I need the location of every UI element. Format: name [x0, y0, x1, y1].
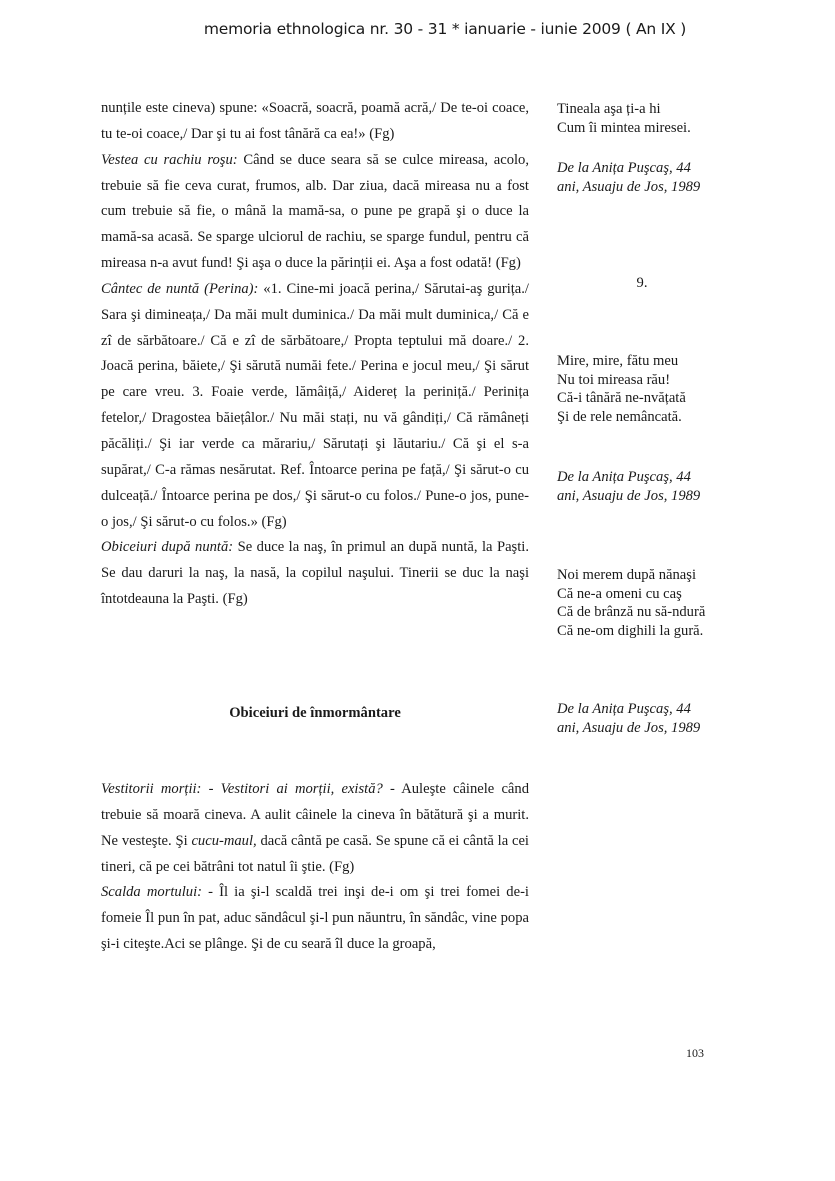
paragraph-body: dacă cântă pe casă. Se spune că ei cântă la cei tineri, că pe cei bătrâni tot natul îi ştie. (Fg) — [101, 832, 529, 875]
source-3 — [557, 700, 757, 737]
paragraph-body: Când se duce seara să se culce mireasa, acolo, trebuie să fie ceva curat, frumos, alb. Dar ziua, dacă mireasa nu a fost cum trebuie să fie, o mână la mamă-sa, o pune pe grapă şi o duce la mamă-sa acasă. Se sparge ulciorul de rachiu, se sparge fundul, pentru că mireasa n-a avut fund! Şi aşa o duce la părinții ei. Aşa a fost odată! (Fg) — [101, 151, 529, 272]
verse-1 — [557, 100, 757, 137]
paragraph-heading: Scalda mortului: — [101, 884, 202, 901]
verse-line: Cum îi mintea miresei. — [557, 119, 691, 136]
verse-line: Nu toi mireasa rău! — [557, 371, 671, 388]
verse-line: Şi de rele nemâncată. — [557, 408, 682, 425]
verse-3 — [557, 566, 757, 640]
paragraph-scalda-mortului — [101, 880, 529, 958]
verse-line: Mire, mire, fătu meu — [557, 353, 679, 369]
paragraph-obiceiuri-dupa-nunta — [101, 535, 529, 613]
paragraph-heading: Vestea cu rachiu roşu: — [101, 151, 238, 168]
source-line: ani, Asuaju de Jos, 1989 — [557, 178, 701, 195]
paragraph-body: - Îl ia şi-l scaldă trei inşi de-i om şi trei fomei de-i fomeie Îl pun în pat, aduc săndâcul şi-l pun năuntru, în săndâc, vine popa şi-i citeşte.Aci se plânge. Şi de cu seară îl duce la groapă, — [101, 884, 529, 953]
source-line: ani, Asuaju de Jos, 1989 — [557, 487, 701, 504]
paragraph-wedding-song-end: nunțile este cineva) spune: «Soacră, soacră, poamă acră,/ De te-oi coace, tu te-oi coace,/ Dar şi tu ai fost tânără ca ea!» (Fg) — [101, 100, 529, 142]
source-line: De la Anița Puşcaş, 44 — [557, 160, 691, 176]
paragraph-body: - Auleşte câinele când trebuie să moară cineva. A aulit câinele la cineva în bătătură şi a murit. Ne vesteşte. Şi — [101, 781, 530, 849]
paragraph-heading: Vestitorii morții: - Vestitori ai morții, există? — [101, 781, 383, 797]
source-2 — [557, 468, 757, 505]
source-1 — [557, 159, 757, 196]
paragraph-vestea-rachiu — [101, 148, 529, 277]
verse-line: Tineala aşa ți-a hi — [557, 101, 661, 117]
verse-line: Că ne-om dighili la gură. — [557, 622, 704, 639]
paragraph-heading: Obiceiuri după nuntă: — [101, 539, 234, 556]
source-line: De la Anița Puşcaş, 44 — [557, 469, 691, 485]
verse-line: Noi merem după nănaşi — [557, 567, 697, 583]
paragraph-body: Se duce la naş, în primul an după nuntă, la Paşti. Se dau daruri la naş, la nasă, la copilul naşului. Tinerii se duc la naşi întotdeauna la Paşti. (Fg) — [101, 539, 529, 608]
main-column — [101, 96, 529, 613]
paragraph-cantec-perina — [101, 277, 529, 535]
source-line: ani, Asuaju de Jos, 1989 — [557, 719, 701, 736]
section-title: Obiceiuri de înmormântare — [229, 705, 401, 721]
verse-2 — [557, 352, 757, 426]
main-column-lower — [101, 777, 529, 958]
paragraph-heading: Cântec de nuntă (Perina): — [101, 280, 259, 297]
paragraph-vestitorii-mortii — [101, 777, 529, 880]
page-number: 103 — [686, 1046, 704, 1060]
running-header: memoria ethnologica nr. 30 - 31 * ianuarie - iunie 2009 ( An IX ) — [203, 20, 687, 38]
emphasis: cucu-maul, — [191, 832, 257, 849]
song-number: 9. — [636, 275, 648, 291]
verse-line: Că-i tânără ne-nvățată — [557, 390, 686, 407]
verse-line: Că de brânză nu să-ndură — [557, 604, 706, 621]
source-line: De la Anița Puşcaş, 44 — [557, 701, 691, 717]
paragraph-body: «1. Cine-mi joacă perina,/ Sărutai-aş gurița./ Sara şi dimineața,/ Da măi mult duminica./ Da măi mult duminica,/ Că e zî de sărbătoare./ Că e zî de sărbătoare,/ Propta teptului mă doare./ 2. Joacă perina, băiete,/ Şi sărută număi fete./ Perina e jocul meu,/ Şi sărut pe care vreu. 3. Foaie verde, lămâiță,/ Aidereț la periniță./ Perinița fetelor,/ Dragostea băiețâlor./ Nu măi stați, nu vă gândiți,/ Că rămâneți păcăliți./ Şi iar verde ca mărariu,/ Sărutați şi lăutariu./ Că şi el s-a supărat,/ C-a rămas nesărutat. Ref. Întoarce perina pe față,/ Şi sărut-o cu dulceață./ Întoarce perina pe dos,/ Şi sărut-o cu folos./ Pune-o jos, pune-o jos,/ Şi sărut-o cu folos.» (Fg) — [101, 280, 529, 530]
verse-line: Că ne-a omeni cu caş — [557, 585, 682, 602]
